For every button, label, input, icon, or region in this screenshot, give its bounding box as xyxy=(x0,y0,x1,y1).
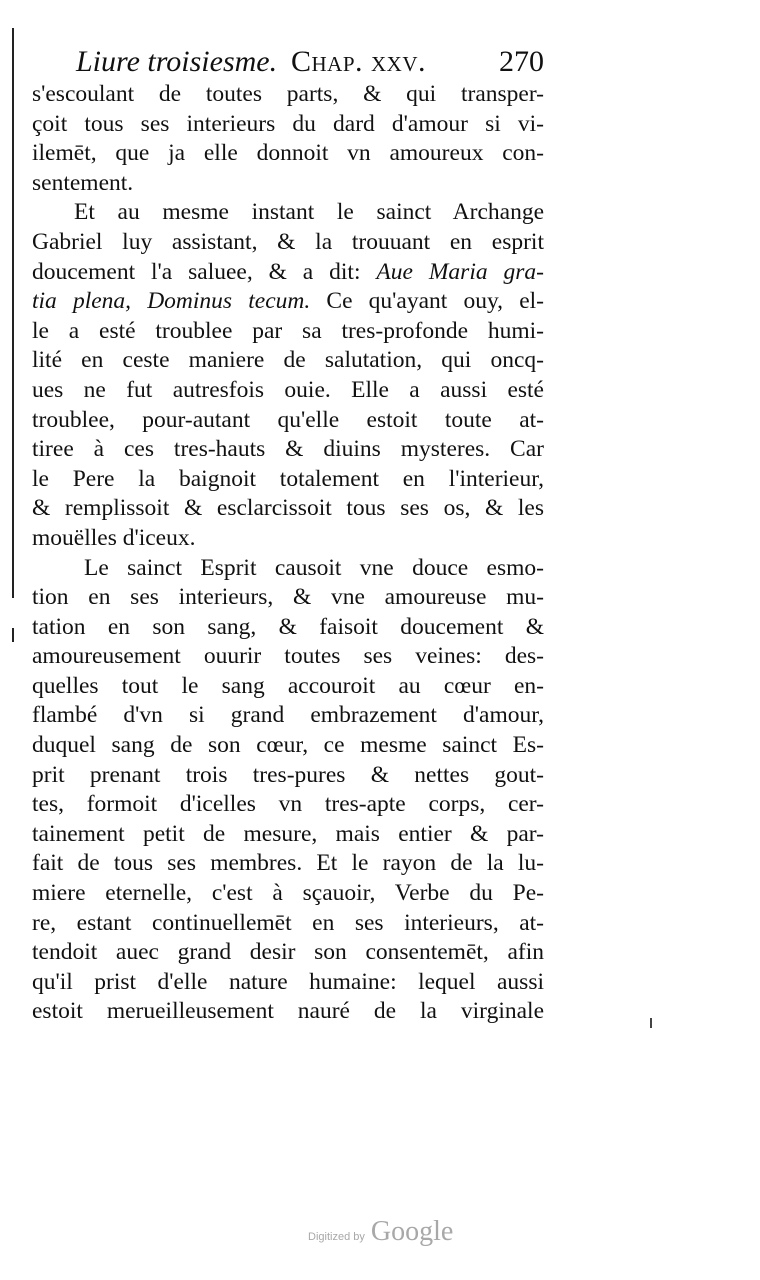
text-line: s'escoulant de toutes parts, & qui transper- xyxy=(32,81,544,107)
text-fragment: Ce qu'ayant ouy, el- xyxy=(310,288,544,315)
text-line: tation en son sang, & faisoit doucement & xyxy=(32,613,544,640)
page-edge-rule xyxy=(12,28,14,598)
page-number: 270 xyxy=(499,45,544,78)
text-line: tiree à ces tres-hauts & diuins mysteres. Car xyxy=(32,436,544,463)
running-title: Liure troisiesme. xyxy=(76,45,278,78)
digitized-label: Digitized by xyxy=(308,1231,365,1243)
body-text xyxy=(32,80,544,1027)
text-line: çoit tous ses interieurs du dard d'amour si vi- xyxy=(32,110,544,137)
google-logo: Google xyxy=(370,1216,454,1247)
margin-mark xyxy=(650,1018,652,1028)
text-line: fait de tous ses membres. Et le rayon de la lu- xyxy=(32,850,544,877)
page-edge-mark xyxy=(12,628,14,642)
text-line-with-latin xyxy=(32,287,544,317)
text-line: le Pere la baignoit totalement en l'interieur, xyxy=(32,465,544,492)
text-line: estoit merueilleusement nauré de la virginale xyxy=(32,998,544,1025)
text-line: quelles tout le sang accouroit au cœur en- xyxy=(32,672,544,699)
text-line: troublee, pour-autant qu'elle estoit toute at- xyxy=(32,406,544,433)
text-fragment: doucement l'a saluee, & a dit: xyxy=(32,258,377,285)
text-line: tainement petit de mesure, mais entier & par- xyxy=(32,820,544,847)
text-line: ues ne fut autresfois ouie. Elle a aussi esté xyxy=(32,376,544,403)
text-line: tion en ses interieurs, & vne amoureuse mu- xyxy=(32,584,544,611)
chapter-label: Chap. xxv. xyxy=(291,45,427,78)
text-line: & remplissoit & esclarcissoit tous ses os, & les xyxy=(32,495,544,522)
digitization-watermark xyxy=(308,1216,453,1246)
text-line: prit prenant trois tres-pures & nettes gout- xyxy=(32,761,544,788)
text-line: flambé d'vn si grand embrazement d'amour, xyxy=(32,702,544,729)
text-line: qu'il prist d'elle nature humaine: lequel aussi xyxy=(32,968,544,995)
text-line: tes, formoit d'icelles vn tres-apte corps, cer- xyxy=(32,791,544,818)
text-line-with-latin xyxy=(32,258,544,288)
text-line: Et au mesme instant le sainct Archange xyxy=(74,199,544,226)
text-line: sentement. xyxy=(32,169,134,196)
text-line: mouëlles d'iceux. xyxy=(32,524,196,551)
text-line: re, estant continuellemēt en ses interieurs, at- xyxy=(32,909,544,936)
latin-quotation: Aue Maria gra- xyxy=(376,258,544,285)
text-line: Le sainct Esprit causoit vne douce esmo- xyxy=(84,554,544,581)
latin-quotation: tia plena, Dominus tecum. xyxy=(32,288,311,315)
text-line: lité en ceste maniere de salutation, qui oncq- xyxy=(32,347,544,374)
text-line: ilemēt, que ja elle donnoit vn amoureux con- xyxy=(32,140,544,167)
text-line: miere eternelle, c'est à sçauoir, Verbe du Pe- xyxy=(32,880,544,907)
text-line: amoureusement ouurir toutes ses veines: des- xyxy=(32,643,544,670)
text-line: duquel sang de son cœur, ce mesme sainct Es- xyxy=(32,732,544,759)
text-line: le a esté troublee par sa tres-profonde humi- xyxy=(32,317,544,344)
text-line: Gabriel luy assistant, & la trouuant en esprit xyxy=(32,228,544,255)
text-line: tendoit auec grand desir son consentemēt, afin xyxy=(32,939,544,966)
running-header xyxy=(76,44,544,80)
